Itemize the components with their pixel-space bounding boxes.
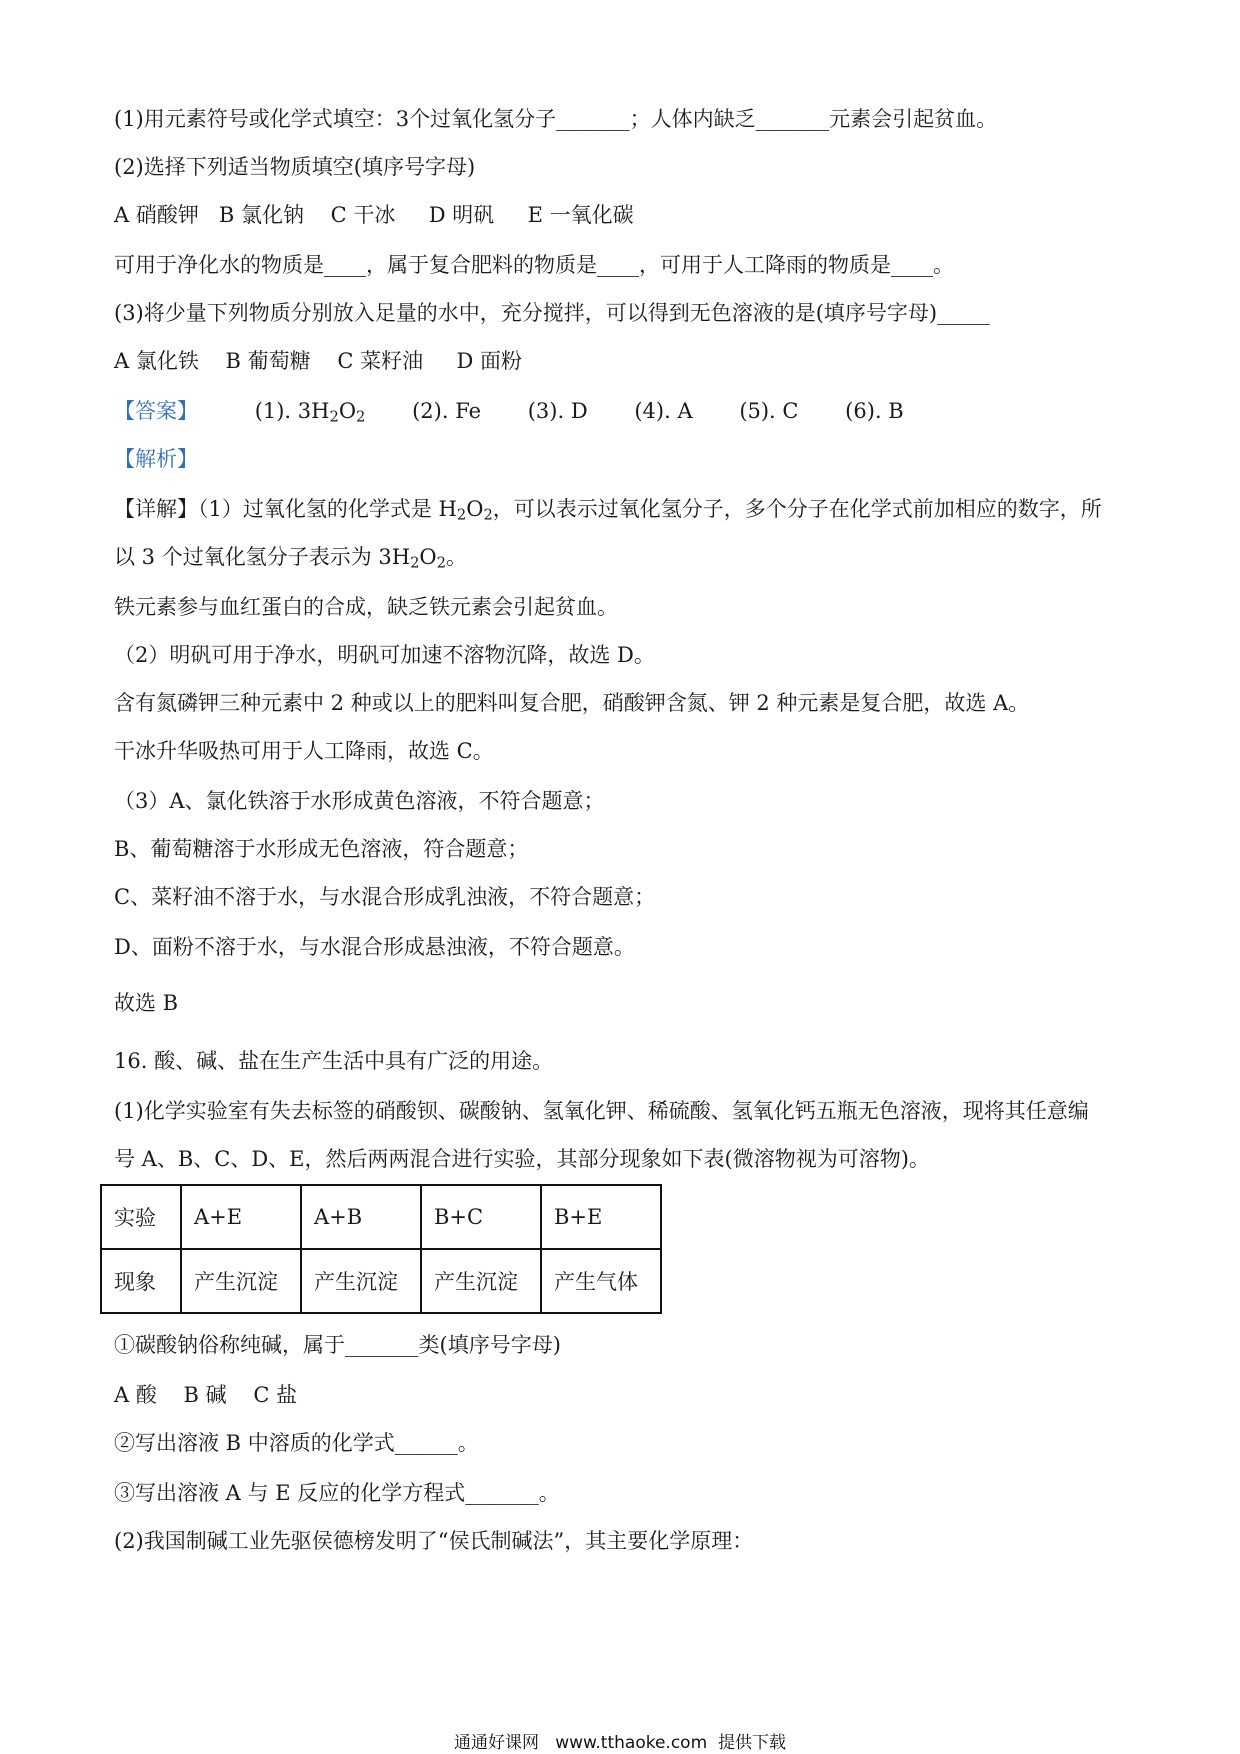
table-cell: 现象 — [101, 1249, 181, 1313]
q15-part2-options: A 硝酸钾 B 氯化钠 C 干冰 D 明矾 E 一氧化碳 — [114, 203, 634, 227]
q16-sub3: ③写出溶液 A 与 E 反应的化学方程式_______。 — [114, 1481, 560, 1505]
table-cell: 产生气体 — [541, 1249, 661, 1313]
q16-sub1: ①碳酸钠俗称纯碱，属于_______类(填序号字母) — [114, 1333, 561, 1357]
analysis-line: 铁元素参与血红蛋白的合成，缺乏铁元素会引起贫血。 — [114, 595, 618, 619]
page-footer: 通通好课网 www.tthaoke.com 提供下载 — [454, 1733, 786, 1753]
table-cell: A+E — [181, 1185, 301, 1249]
analysis-line: （3）A、氯化铁溶于水形成黄色溶液，不符合题意； — [114, 789, 605, 813]
q15-part1: (1)用元素符号或化学式填空：3个过氧化氢分子_______；人体内缺乏_______元素会引起贫血。 — [114, 107, 998, 131]
table-row — [101, 1185, 661, 1249]
q15-part2: (2)选择下列适当物质填空(填序号字母) — [114, 155, 476, 179]
detail-line-1: 【详解】（1）过氧化氢的化学式是 $H_2O_2$，可以表示过氧化氢分子，多个分子在化学式前加相应的数字，所 — [114, 497, 1102, 524]
detail-line-2: 以 3 个过氧化氢分子表示为 $3H_2O_2$。 — [114, 545, 467, 572]
q16-sub2: ②写出溶液 B 中溶质的化学式______。 — [114, 1431, 479, 1455]
analysis-line: 干冰升华吸热可用于人工降雨，故选 C。 — [114, 739, 494, 763]
answer-item-6: (6). B — [845, 399, 904, 423]
q16-part1-line1: (1)化学实验室有失去标签的硝酸钡、碳酸钠、氢氧化钾、稀硫酸、氢氧化钙五瓶无色溶液，现将其任意编 — [114, 1099, 1089, 1123]
answer-item-2: (2). Fe — [412, 399, 482, 423]
table-cell: B+C — [421, 1185, 541, 1249]
answer-tag: 【答案】 — [114, 399, 198, 423]
q16-sub1-options: A 酸 B 碱 C 盐 — [114, 1383, 298, 1407]
table-cell: 实验 — [101, 1185, 181, 1249]
analysis-line: （2）明矾可用于净水，明矾可加速不溶物沉降，故选 D。 — [114, 643, 655, 667]
table-cell: 产生沉淀 — [301, 1249, 421, 1313]
table-row — [101, 1249, 661, 1313]
answer-row — [114, 396, 904, 426]
q15-part3: (3)将少量下列物质分别放入足量的水中，充分搅拌，可以得到无色溶液的是(填序号字母)_____ — [114, 301, 990, 325]
table-cell: A+B — [301, 1185, 421, 1249]
analysis-line: C、菜籽油不溶于水，与水混合形成乳浊液，不符合题意； — [114, 885, 656, 909]
answer-item-1: (1). $3H_2O_2$ — [254, 399, 366, 426]
analysis-conclusion: 故选 B — [114, 991, 179, 1015]
q16-part2: (2)我国制碱工业先驱侯德榜发明了“侯氏制碱法”，其主要化学原理： — [114, 1529, 754, 1553]
analysis-tag: 【解析】 — [114, 447, 198, 471]
q15-part3-options: A 氯化铁 B 葡萄糖 C 菜籽油 D 面粉 — [114, 349, 522, 373]
answer-item-5: (5). C — [739, 399, 799, 423]
analysis-line: 含有氮磷钾三种元素中 2 种或以上的肥料叫复合肥，硝酸钾含氮、钾 2 种元素是复合肥，故选 A。 — [114, 691, 1030, 715]
q16-part1-line2: 号 A、B、C、D、E，然后两两混合进行实验，其部分现象如下表(微溶物视为可溶物)。 — [114, 1147, 930, 1171]
table-cell: 产生沉淀 — [181, 1249, 301, 1313]
analysis-line: D、面粉不溶于水，与水混合形成悬浊液，不符合题意。 — [114, 935, 635, 959]
answer-item-4: (4). A — [634, 399, 693, 423]
experiment-table — [100, 1184, 662, 1314]
table-cell: B+E — [541, 1185, 661, 1249]
table-cell: 产生沉淀 — [421, 1249, 541, 1313]
q16-title: 16. 酸、碱、盐在生产生活中具有广泛的用途。 — [114, 1049, 554, 1073]
answer-item-3: (3). D — [527, 399, 588, 423]
q15-part2-blanks: 可用于净化水的物质是____，属于复合肥料的物质是____，可用于人工降雨的物质是____。 — [114, 253, 954, 277]
analysis-line: B、葡萄糖溶于水形成无色溶液，符合题意； — [114, 837, 529, 861]
